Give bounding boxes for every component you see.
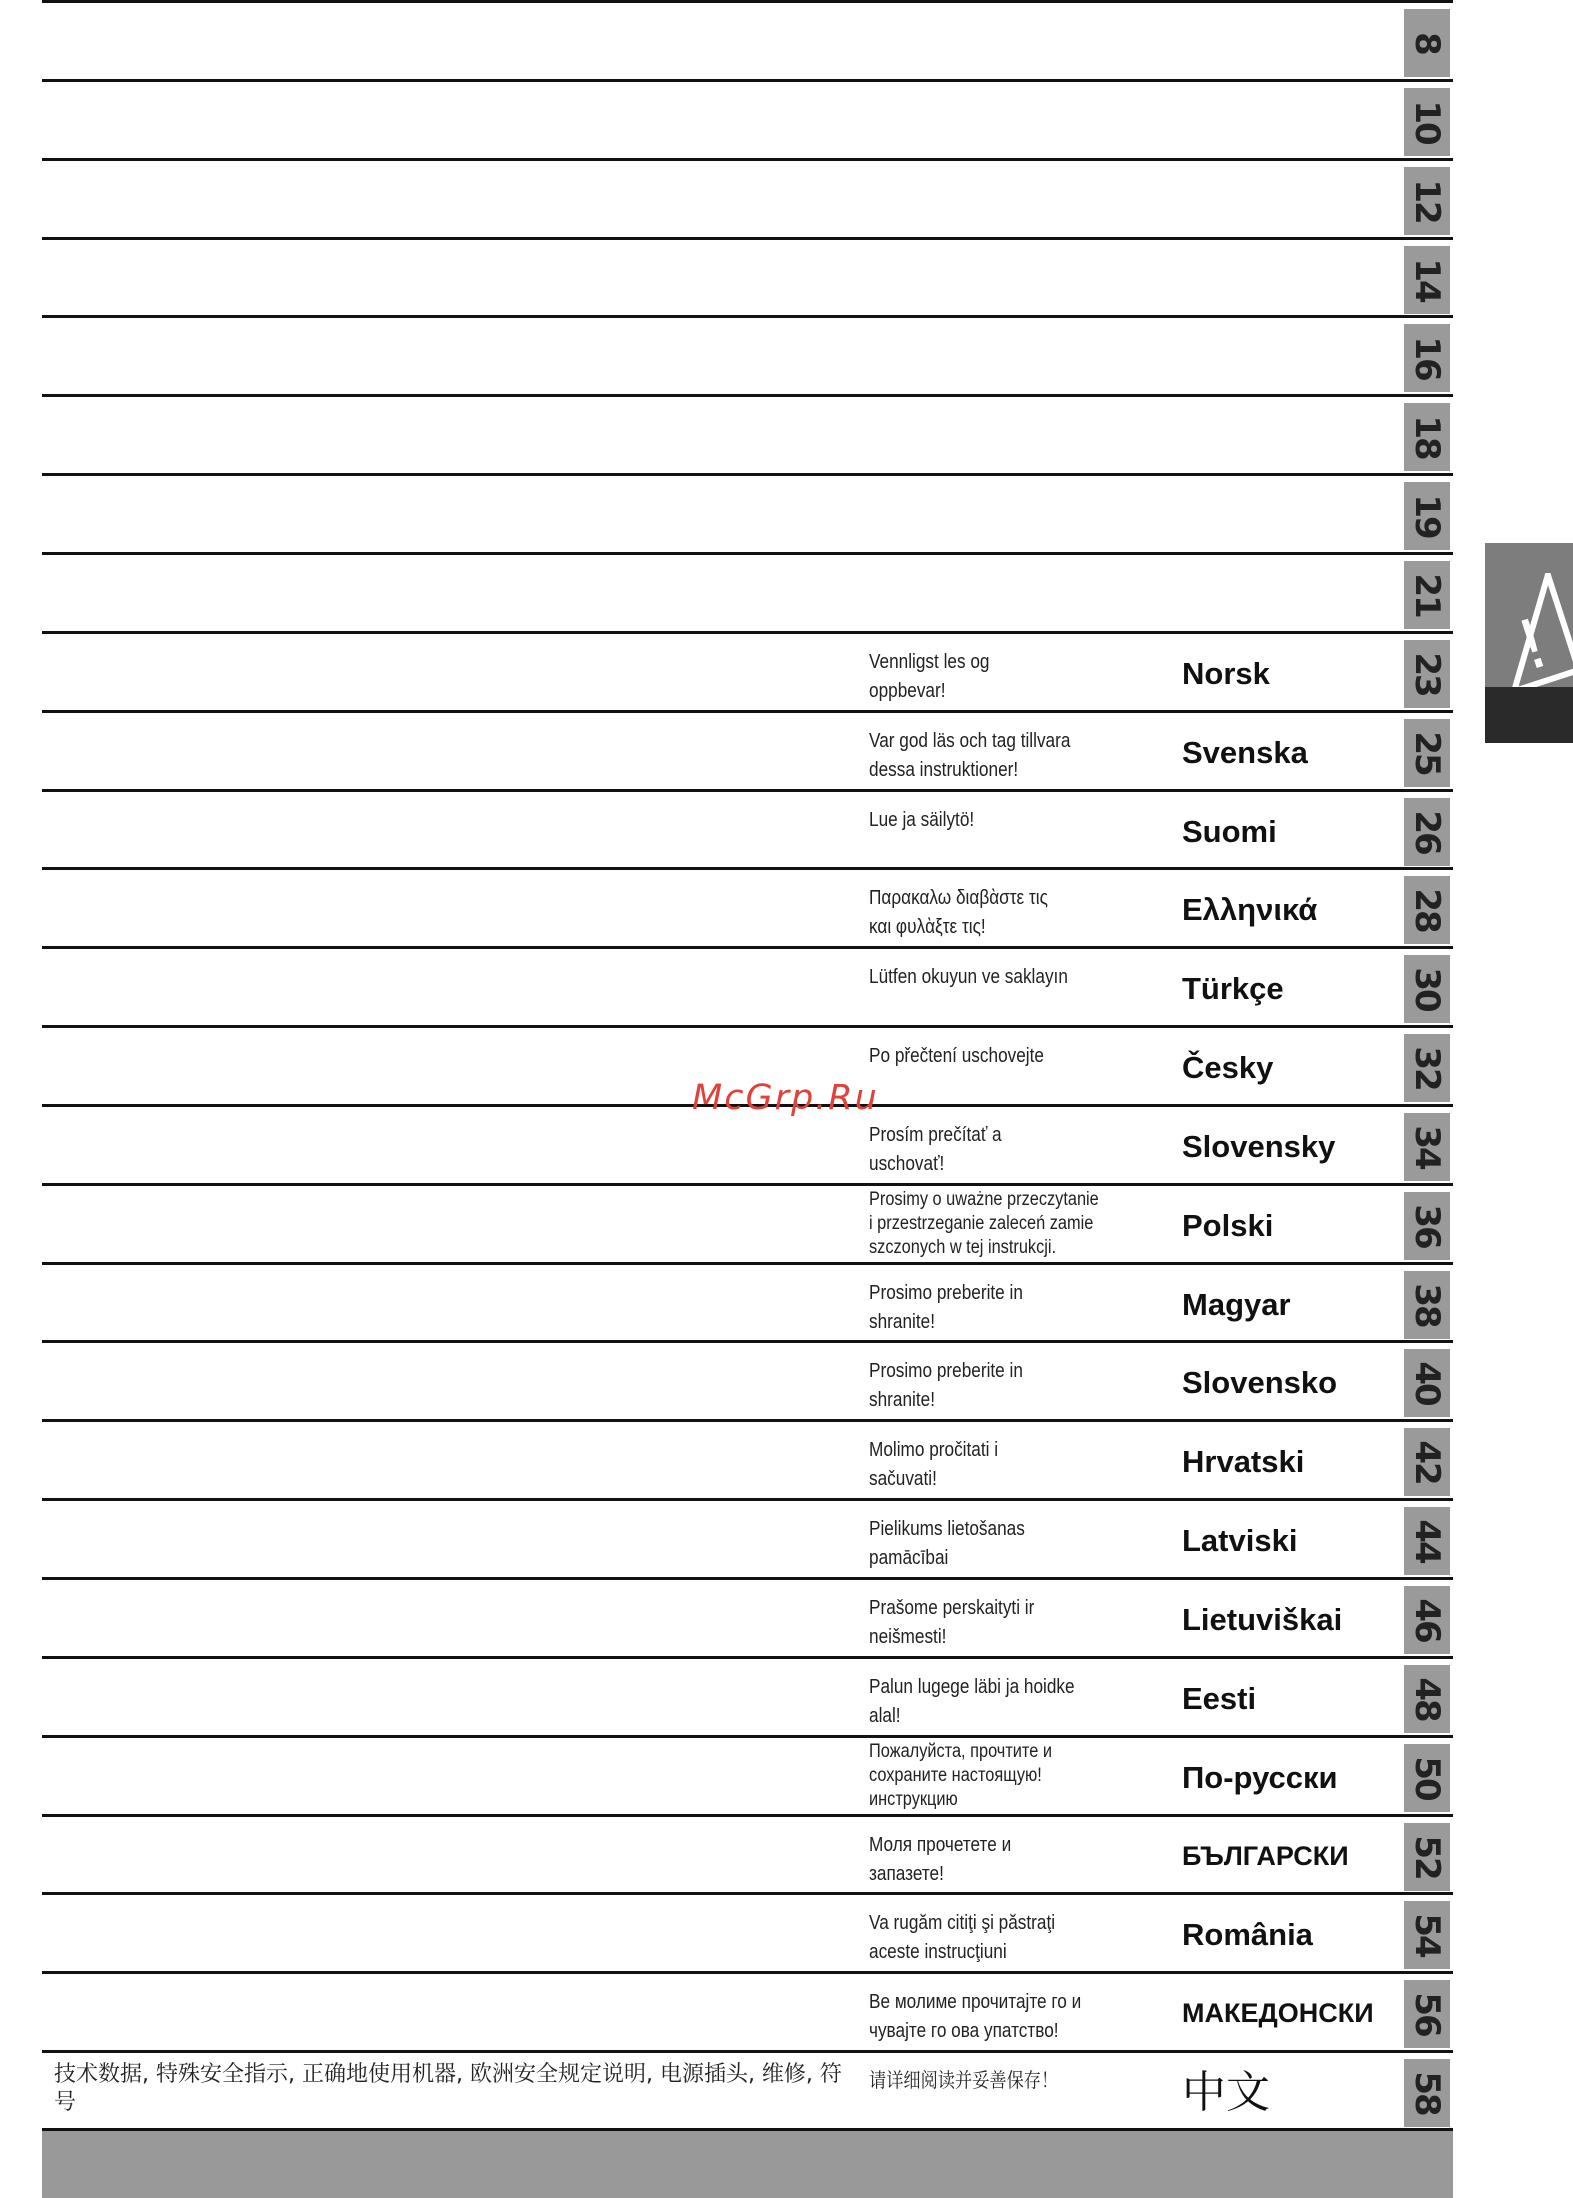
read-instruction: Моля прочетете и запазете! — [869, 1834, 1012, 1885]
page-number: 58 — [1407, 2071, 1447, 2115]
page-tab — [1404, 955, 1450, 1023]
page-tab — [1404, 482, 1450, 550]
language-name: Polski — [1182, 1208, 1274, 1243]
toc-row — [42, 1340, 1453, 1419]
safety-warning-tab — [1485, 543, 1573, 743]
page-tab — [1404, 1192, 1450, 1260]
page-number: 18 — [1407, 415, 1447, 459]
page-number: 48 — [1407, 1677, 1447, 1721]
page-number: 40 — [1407, 1361, 1447, 1405]
language-name: Latviski — [1182, 1523, 1298, 1558]
page-number: 32 — [1407, 1046, 1447, 1090]
page-number: 38 — [1407, 1283, 1447, 1327]
page-number: 23 — [1407, 652, 1447, 696]
page-tab — [1404, 719, 1450, 787]
page-number: 36 — [1407, 1204, 1447, 1248]
read-instruction: Παρακαλω διαβὰστε τις και φυλὰξτε τις! — [869, 887, 1048, 938]
read-instruction: Prosimy o uważne przeczytanie i przestrzeganie zaleceń zamie szczonych w tej instrukcji. — [869, 1189, 1099, 1258]
read-instruction: Prosimo preberite in shranite! — [869, 1282, 1023, 1333]
language-name: Suomi — [1182, 814, 1277, 849]
toc-row — [42, 1498, 1453, 1577]
read-instruction: Prašome perskaityti ir neišmesti! — [869, 1597, 1035, 1648]
language-name: România — [1182, 1917, 1313, 1952]
page-tab — [1404, 876, 1450, 944]
language-name: Slovensky — [1182, 1129, 1336, 1164]
page-tab — [1404, 1901, 1450, 1969]
read-instruction: Lütfen okuyun ve saklayın — [869, 966, 1068, 988]
toc-row — [42, 1262, 1453, 1341]
toc-row — [42, 237, 1453, 316]
toc-row — [42, 2050, 1453, 2129]
read-instruction: Pielikums lietošanas pamācībai — [869, 1518, 1025, 1569]
page-number: 25 — [1407, 731, 1447, 775]
toc-row — [42, 946, 1453, 1025]
page-number: 54 — [1407, 1913, 1447, 1957]
page-tab — [1404, 1586, 1450, 1654]
toc-row — [42, 789, 1453, 868]
read-instruction: 请详细阅读并妥善保存！ — [869, 2070, 1059, 2092]
page-tab — [1404, 1744, 1450, 1812]
page-tab — [1404, 1349, 1450, 1417]
page-tab — [1404, 403, 1450, 471]
page-tab — [1404, 246, 1450, 314]
language-name: Svenska — [1182, 735, 1308, 770]
toc-row — [42, 552, 1453, 631]
toc-row — [42, 473, 1453, 552]
read-instruction: Prosimo preberite in shranite! — [869, 1360, 1023, 1411]
page-number: 50 — [1407, 1756, 1447, 1800]
page-number: 52 — [1407, 1835, 1447, 1879]
read-instruction: Ве молиме прочитајте го и чувајте го ова упатство! — [869, 1991, 1082, 2042]
toc-row — [42, 631, 1453, 710]
toc-row — [42, 1892, 1453, 1971]
page-number: 34 — [1407, 1125, 1447, 1169]
page-tab — [1404, 9, 1450, 77]
toc-row — [42, 1971, 1453, 2050]
page-number: 26 — [1407, 810, 1447, 854]
page-tab — [1404, 561, 1450, 629]
toc-row — [42, 315, 1453, 394]
language-name: МАКЕДОНСКИ — [1182, 1998, 1374, 2028]
language-name: Česky — [1182, 1050, 1274, 1085]
language-name: Türkçe — [1182, 971, 1284, 1006]
page-number: 14 — [1407, 258, 1447, 302]
page-number: 56 — [1407, 1992, 1447, 2036]
read-instruction: Molimo pročitati i sačuvati! — [869, 1439, 999, 1490]
page-tab — [1404, 640, 1450, 708]
language-name: БЪЛГАРСКИ — [1182, 1841, 1349, 1871]
read-instruction: Palun lugege läbi ja hoidke alal! — [869, 1676, 1075, 1727]
read-instruction: Va rugăm citiţi şi păstraţi aceste instrucţiuni — [869, 1912, 1056, 1963]
toc-row — [42, 1183, 1453, 1262]
read-instruction: Lue ja säilytö! — [869, 809, 975, 831]
read-instruction: Пожалуйста, прочтите и сохраните настоящую! инструкцию — [869, 1741, 1052, 1810]
page-tab — [1404, 167, 1450, 235]
toc-row — [42, 0, 1453, 79]
language-name: Lietuviškai — [1182, 1602, 1343, 1637]
page-number: 42 — [1407, 1440, 1447, 1484]
language-name: По-русски — [1182, 1760, 1338, 1795]
page-tab — [1404, 324, 1450, 392]
page-number: 46 — [1407, 1598, 1447, 1642]
page-tab — [1404, 1113, 1450, 1181]
toc-row — [42, 79, 1453, 158]
language-name: 中文 — [1182, 2067, 1270, 2118]
page-number: 30 — [1407, 967, 1447, 1011]
page-tab — [1404, 1507, 1450, 1575]
page-tab — [1404, 1665, 1450, 1733]
toc-row — [42, 1735, 1453, 1814]
page-number: 44 — [1407, 1519, 1447, 1563]
page-number: 21 — [1407, 573, 1447, 617]
page-number: 28 — [1407, 888, 1447, 932]
language-name: Ελληνικά — [1182, 892, 1318, 927]
page-number: 10 — [1407, 100, 1447, 144]
language-name: Norsk — [1182, 656, 1270, 691]
safety-warning-tab-base — [1485, 687, 1573, 743]
warning-triangle-icon — [1485, 573, 1573, 693]
read-instruction: Prosím prečítať a uschovať! — [869, 1124, 1002, 1175]
language-name: Slovensko — [1182, 1365, 1338, 1400]
page-tab — [1404, 1034, 1450, 1102]
read-instruction: Vennligst les og oppbevar! — [869, 651, 990, 702]
language-name: Eesti — [1182, 1681, 1257, 1716]
read-instruction: Po přečtení uschovejte — [869, 1045, 1044, 1067]
svg-text:!: ! — [1507, 603, 1559, 688]
language-name: Magyar — [1182, 1287, 1291, 1322]
read-instruction: Var god läs och tag tillvara dessa instruktioner! — [869, 730, 1071, 781]
page-tab — [1404, 2059, 1450, 2127]
toc-row — [42, 394, 1453, 473]
watermark: McGrp.Ru — [692, 1078, 879, 1118]
bottom-bar — [42, 2128, 1453, 2198]
page-tab — [1404, 798, 1450, 866]
toc-row — [42, 1419, 1453, 1498]
toc-row — [42, 867, 1453, 946]
page-number: 12 — [1407, 179, 1447, 223]
page-tab — [1404, 1428, 1450, 1496]
page-tab — [1404, 88, 1450, 156]
page-number: 8 — [1407, 32, 1447, 54]
page-number: 19 — [1407, 494, 1447, 538]
language-name: Hrvatski — [1182, 1444, 1305, 1479]
page-tab — [1404, 1271, 1450, 1339]
toc-row — [42, 1814, 1453, 1893]
toc-row — [42, 1656, 1453, 1735]
toc-row — [42, 710, 1453, 789]
toc-row — [42, 1577, 1453, 1656]
page-number: 16 — [1407, 336, 1447, 380]
toc-row — [42, 158, 1453, 237]
page-tab — [1404, 1980, 1450, 2048]
page-tab — [1404, 1823, 1450, 1891]
row-topics: 技术数据, 特殊安全指示, 正确地使用机器, 欧洲安全规定说明, 电源插头, 维修, 符号 — [54, 2062, 842, 2115]
